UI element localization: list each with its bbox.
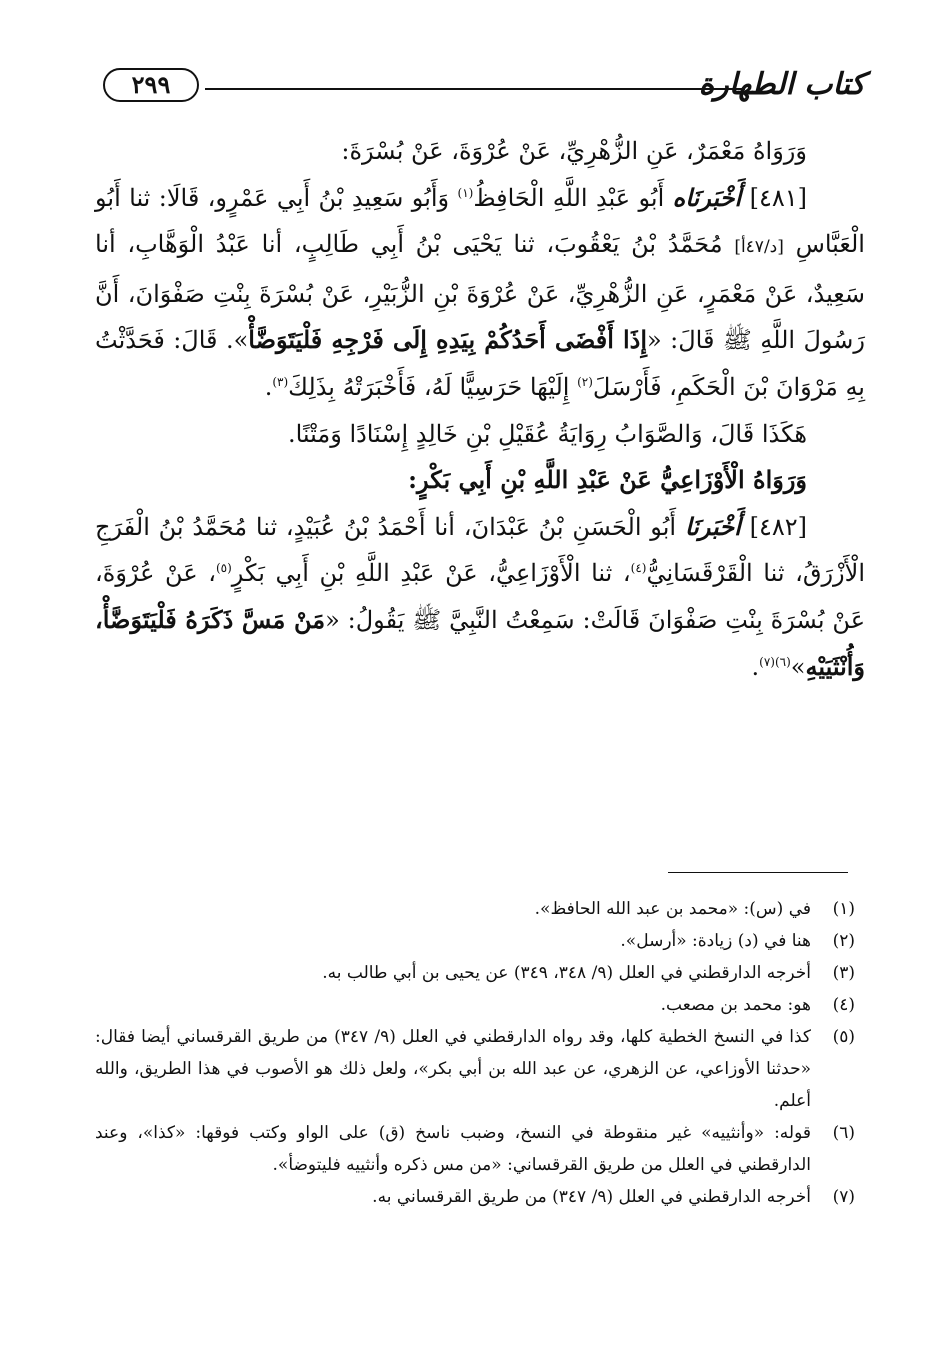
footnote-item [95, 989, 855, 1021]
akhbarana-keyword: أَخْبَرنَاه [672, 182, 742, 212]
footnote-text: في (س): «محمد بن عبد الله الحافظ». [534, 899, 811, 919]
footnote-item [95, 1117, 855, 1181]
footnote-text: هنا في (د) زيادة: «أرسل». [620, 931, 811, 951]
footnote-number: (٤) [832, 995, 855, 1015]
footnote-ref: (٦)(٧) [759, 654, 791, 669]
footnote-text: أخرجه الدارقطني في العلل (٩/ ٣٤٨، ٣٤٩) عن يحيى بن أبي طالب به. [322, 963, 811, 983]
footnote-ref: (٥) [215, 561, 232, 576]
footnote-item [95, 957, 855, 989]
footnote-ref: (٣) [272, 374, 289, 389]
section-heading-awzai: وَرَوَاهُ الْأَوْزَاعِيُّ عَنْ عَبْدِ اللَّهِ بْنِ أَبِي بَكْرٍ: [408, 465, 807, 495]
hadith-matn: إِذَا أَفْضَى أَحَدُكُمْ بِيَدِهِ إِلَى فَرْجِهِ فَلْيَتَوَضَّأْ [248, 325, 648, 355]
hadith-481: [٤٨١] أَخْبَرنَاه أَبُو عَبْدِ اللَّهِ الْحَافِظُ$^{(١)}$ وَأَبُو سَعِيدِ بْنُ أَبِي عَمْرٍو، قَالَا: ثنا أَبُو الْعَبَّاسِ [د/٤٧أ] مُحَمَّدُ بْنُ يَعْقُوبَ، ثنا يَحْيَى بْنُ أَبِي طَالِبٍ، أنا عَبْدُ الْوَهَّابِ، أنا سَعِيدٌ، عَنْ مَعْمَرٍ، عَنِ الزُّهْرِيِّ، عَنْ عُرْوَةَ بْنِ الزُّبَيْرِ، عَنْ بُسْرَةَ بِنْتِ صَفْوَانَ، أَنَّ رَسُولَ اللَّهِ ﷺ قَالَ: «إِذَا أَفْضَى أَحَدُكُمْ بِيَدِهِ إِلَى فَرْجِهِ فَلْيَتَوَضَّأْ». قَالَ: فَحَدَّثْتُ بِهِ مَرْوَانَ بْنَ الْحَكَمِ، فَأَرْسَلَ$^{(٢)}$ إِلَيْهَا حَرَسِيًّا لَهُ، فَأَخْبَرَتْهُ بِذَلِكَ$^{(٣)}$. [95, 182, 865, 401]
hadith-number: [٤٨١] [749, 183, 807, 212]
footnote-text: هو: محمد بن مصعب. [660, 995, 811, 1015]
akhbarana-keyword: أَخْبَرنَا [684, 511, 741, 541]
footnote-ref: (١) [457, 185, 474, 200]
page-header [95, 60, 865, 110]
footnote-item [95, 1021, 855, 1117]
paragraph-intro-mamar: وَرَوَاهُ مَعْمَرٌ، عَنِ الزُّهْرِيِّ، عَنْ عُرْوَةَ، عَنْ بُسْرَةَ: [341, 137, 807, 165]
footnote-ref: (٢) [577, 374, 593, 389]
hadith-482: [٤٨٢] أَخْبَرنَا أَبُو الْحَسَنِ بْنُ عَبْدَانَ، أنا أَحْمَدُ بْنُ عُبَيْدٍ، ثنا مُحَمَّدُ بْنُ الْفَرَجِ الْأَزْرَقُ، ثنا الْقَرْقَسَانِيُّ$^{(٤)}$، ثنا الْأَوْزَاعِيُّ، عَنْ عَبْدِ اللَّهِ بْنِ أَبِي بَكْرٍ$^{(٥)}$، عَنْ عُرْوَةَ، عَنْ بُسْرَةَ بِنْتِ صَفْوَانَ قَالَتْ: سَمِعْتُ النَّبِيَّ ﷺ يَقُولُ: «مَنْ مَسَّ ذَكَرَهُ فَلْيَتَوَضَّأْ، وَأُنْثَيَيْهِ»$^{(٦)(٧)}$. [95, 511, 866, 681]
footnote-number: (٧) [832, 1187, 855, 1207]
running-title: كتاب الطهارة [698, 67, 865, 102]
footnote-text: قوله: «وأنثييه» غير منقوطة في النسخ، وضبب ناسخ (ق) على الواو وكتب فوقها: «كذا»، وعند الدارقطني في العلل من طريق القرقساني: «من مس ذكره وأنثييه فليتوضأ». [95, 1123, 811, 1175]
footnote-item [95, 925, 855, 957]
footnote-separator [668, 872, 848, 873]
header-rule [205, 88, 745, 90]
footnote-item [95, 893, 855, 925]
paragraph-commentary: هَكَذَا قَالَ، وَالصَّوَابُ رِوَايَةُ عُقَيْلِ بْنِ خَالِدٍ إِسْنَادًا وَمَتْنًا. [287, 419, 807, 448]
footnote-text: أخرجه الدارقطني في العلل (٩/ ٣٤٧) من طريق القرقساني به. [372, 1187, 811, 1207]
manuscript-ref: [د/٤٧أ] [734, 237, 784, 258]
footnote-number: (٥) [832, 1027, 855, 1047]
footnote-ref: (٤) [630, 561, 647, 576]
footnote-number: (٣) [832, 963, 855, 983]
footnote-number: (١) [832, 899, 855, 919]
footnote-item [95, 1181, 855, 1213]
footnote-text: كذا في النسخ الخطية كلها، وقد رواه الدارقطني في العلل (٩/ ٣٤٧) من طريق القرقساني أيضا فقال: «حدثنا الأوزاعي، عن الزهري، عن عبد الله بن أبي بكر»، ولعل ذلك هو الأصوب في هذا الطريق، والله أعلم. [95, 1027, 811, 1111]
page-number: ٢٩٩ [103, 68, 199, 102]
footnotes [95, 893, 855, 1213]
footnote-number: (٦) [832, 1123, 855, 1143]
hadith-number: [٤٨٢] [749, 512, 807, 541]
hadith-matn: مَنْ مَسَّ ذَكَرَهُ فَلْيَتَوَضَّأْ، وَأُنْثَيَيْهِ [95, 604, 865, 681]
footnote-number: (٢) [832, 931, 855, 951]
main-text [95, 128, 865, 690]
